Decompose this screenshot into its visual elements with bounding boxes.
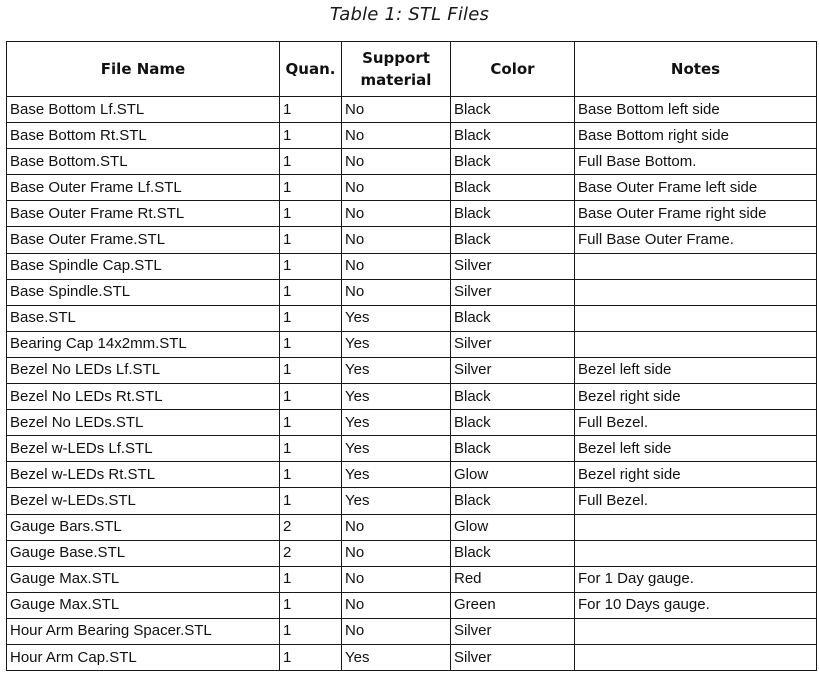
cell-file-name: Bezel w-LEDs Rt.STL: [7, 462, 280, 488]
cell-quantity: 1: [280, 175, 342, 201]
cell-file-name: Bearing Cap 14x2mm.STL: [7, 331, 280, 357]
cell-notes: [575, 305, 817, 331]
cell-notes: Full Bezel.: [575, 488, 817, 514]
cell-file-name: Base Outer Frame.STL: [7, 227, 280, 253]
cell-support-material: No: [342, 514, 451, 540]
cell-color: Glow: [451, 514, 575, 540]
cell-color: Black: [451, 410, 575, 436]
cell-color: Black: [451, 488, 575, 514]
cell-color: Black: [451, 175, 575, 201]
cell-file-name: Base Bottom.STL: [7, 149, 280, 175]
table-row: [7, 201, 817, 227]
cell-color: Silver: [451, 253, 575, 279]
table-row: [7, 644, 817, 670]
cell-notes: [575, 279, 817, 305]
cell-quantity: 1: [280, 201, 342, 227]
cell-support-material: Yes: [342, 488, 451, 514]
table-row: [7, 279, 817, 305]
cell-notes: For 10 Days gauge.: [575, 592, 817, 618]
table-header-row: [7, 42, 817, 97]
cell-color: Silver: [451, 357, 575, 383]
cell-file-name: Bezel w-LEDs Lf.STL: [7, 436, 280, 462]
header-notes: Notes: [575, 42, 817, 97]
cell-file-name: Base Bottom Lf.STL: [7, 97, 280, 123]
cell-support-material: Yes: [342, 331, 451, 357]
cell-color: Black: [451, 201, 575, 227]
table-row: [7, 97, 817, 123]
cell-quantity: 1: [280, 384, 342, 410]
cell-notes: [575, 618, 817, 644]
cell-support-material: Yes: [342, 305, 451, 331]
table-row: [7, 175, 817, 201]
cell-file-name: Base.STL: [7, 305, 280, 331]
cell-color: Silver: [451, 618, 575, 644]
cell-file-name: Gauge Max.STL: [7, 566, 280, 592]
cell-color: Black: [451, 305, 575, 331]
cell-notes: [575, 331, 817, 357]
cell-support-material: No: [342, 123, 451, 149]
cell-quantity: 1: [280, 488, 342, 514]
table-row: [7, 540, 817, 566]
table-row: [7, 305, 817, 331]
cell-quantity: 1: [280, 331, 342, 357]
cell-notes: [575, 253, 817, 279]
cell-notes: Bezel right side: [575, 462, 817, 488]
table-row: [7, 436, 817, 462]
cell-support-material: Yes: [342, 384, 451, 410]
cell-notes: Base Outer Frame left side: [575, 175, 817, 201]
cell-quantity: 1: [280, 279, 342, 305]
table-row: [7, 331, 817, 357]
cell-support-material: No: [342, 540, 451, 566]
table-row: [7, 592, 817, 618]
cell-support-material: Yes: [342, 357, 451, 383]
cell-notes: [575, 540, 817, 566]
cell-file-name: Base Outer Frame Rt.STL: [7, 201, 280, 227]
cell-notes: Bezel right side: [575, 384, 817, 410]
cell-file-name: Bezel No LEDs Rt.STL: [7, 384, 280, 410]
cell-quantity: 1: [280, 357, 342, 383]
cell-quantity: 1: [280, 305, 342, 331]
cell-support-material: Yes: [342, 410, 451, 436]
cell-file-name: Bezel No LEDs Lf.STL: [7, 357, 280, 383]
cell-notes: Bezel left side: [575, 357, 817, 383]
cell-notes: Full Base Bottom.: [575, 149, 817, 175]
cell-color: Black: [451, 436, 575, 462]
header-support-material: Support material: [342, 42, 451, 97]
table-row: [7, 253, 817, 279]
cell-support-material: No: [342, 97, 451, 123]
cell-quantity: 1: [280, 253, 342, 279]
table-row: [7, 357, 817, 383]
cell-support-material: No: [342, 253, 451, 279]
table-row: [7, 227, 817, 253]
cell-support-material: No: [342, 227, 451, 253]
table-row: [7, 618, 817, 644]
table-row: [7, 462, 817, 488]
cell-support-material: Yes: [342, 462, 451, 488]
cell-notes: [575, 514, 817, 540]
cell-quantity: 1: [280, 618, 342, 644]
cell-notes: For 1 Day gauge.: [575, 566, 817, 592]
cell-color: Red: [451, 566, 575, 592]
cell-quantity: 1: [280, 462, 342, 488]
cell-support-material: No: [342, 149, 451, 175]
table-row: [7, 566, 817, 592]
cell-color: Green: [451, 592, 575, 618]
cell-notes: Full Base Outer Frame.: [575, 227, 817, 253]
cell-color: Glow: [451, 462, 575, 488]
cell-support-material: Yes: [342, 644, 451, 670]
cell-quantity: 1: [280, 149, 342, 175]
cell-quantity: 1: [280, 97, 342, 123]
cell-quantity: 1: [280, 436, 342, 462]
cell-quantity: 2: [280, 540, 342, 566]
cell-notes: Base Outer Frame right side: [575, 201, 817, 227]
cell-color: Black: [451, 384, 575, 410]
cell-support-material: No: [342, 618, 451, 644]
cell-file-name: Bezel w-LEDs.STL: [7, 488, 280, 514]
cell-support-material: No: [342, 175, 451, 201]
cell-quantity: 1: [280, 227, 342, 253]
cell-file-name: Base Bottom Rt.STL: [7, 123, 280, 149]
header-quantity: Quan.: [280, 42, 342, 97]
cell-color: Black: [451, 97, 575, 123]
cell-quantity: 1: [280, 410, 342, 436]
cell-file-name: Gauge Max.STL: [7, 592, 280, 618]
table-row: [7, 514, 817, 540]
cell-file-name: Hour Arm Bearing Spacer.STL: [7, 618, 280, 644]
header-color: Color: [451, 42, 575, 97]
table-row: [7, 149, 817, 175]
cell-color: Silver: [451, 279, 575, 305]
cell-color: Black: [451, 227, 575, 253]
cell-color: Black: [451, 123, 575, 149]
table-row: [7, 488, 817, 514]
cell-support-material: No: [342, 566, 451, 592]
cell-support-material: No: [342, 201, 451, 227]
cell-file-name: Gauge Base.STL: [7, 540, 280, 566]
cell-quantity: 1: [280, 123, 342, 149]
cell-support-material: Yes: [342, 436, 451, 462]
cell-support-material: No: [342, 592, 451, 618]
cell-support-material: No: [342, 279, 451, 305]
table-caption: Table 1: STL Files: [329, 4, 490, 25]
cell-notes: [575, 644, 817, 670]
cell-color: Black: [451, 540, 575, 566]
stl-files-table: [6, 41, 817, 671]
cell-color: Silver: [451, 644, 575, 670]
cell-file-name: Gauge Bars.STL: [7, 514, 280, 540]
cell-quantity: 1: [280, 644, 342, 670]
cell-file-name: Bezel No LEDs.STL: [7, 410, 280, 436]
cell-notes: Full Bezel.: [575, 410, 817, 436]
cell-quantity: 1: [280, 592, 342, 618]
table-row: [7, 410, 817, 436]
table-body: [7, 97, 817, 671]
cell-file-name: Base Outer Frame Lf.STL: [7, 175, 280, 201]
cell-color: Black: [451, 149, 575, 175]
cell-color: Silver: [451, 331, 575, 357]
table-row: [7, 384, 817, 410]
cell-notes: Base Bottom left side: [575, 97, 817, 123]
cell-file-name: Hour Arm Cap.STL: [7, 644, 280, 670]
cell-file-name: Base Spindle.STL: [7, 279, 280, 305]
cell-notes: Base Bottom right side: [575, 123, 817, 149]
cell-file-name: Base Spindle Cap.STL: [7, 253, 280, 279]
cell-quantity: 1: [280, 566, 342, 592]
cell-notes: Bezel left side: [575, 436, 817, 462]
table-row: [7, 123, 817, 149]
cell-quantity: 2: [280, 514, 342, 540]
header-file-name: File Name: [7, 42, 280, 97]
